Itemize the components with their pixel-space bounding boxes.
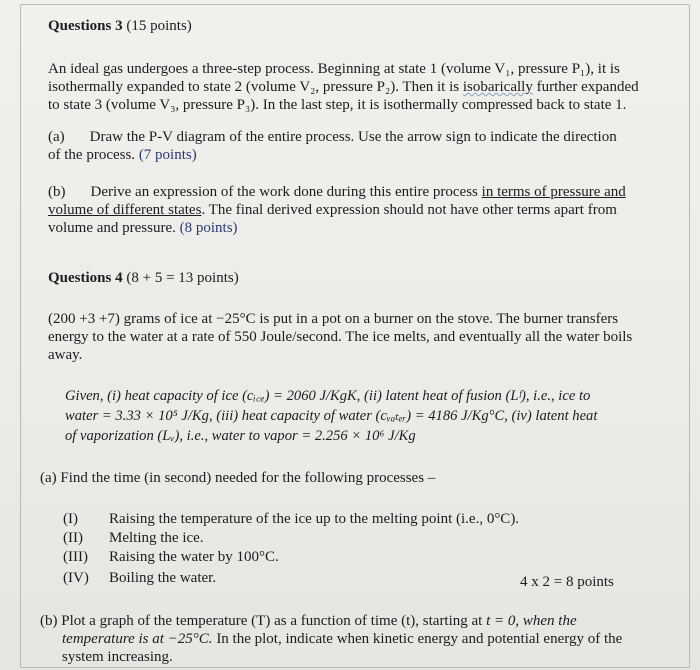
- q3-intro-line-2b: further expanded: [532, 79, 639, 95]
- q3-part-b-line-1: [48, 183, 626, 202]
- q4-item-text-1: Raising the temperature of the ice up to the melting point (i.e., 0°C).: [109, 511, 520, 527]
- q4-part-b-text-1: (b) Plot a graph of the temperature (T) as a function of time (t), starting at: [40, 613, 487, 629]
- q4-item-text-3: Raising the water by 100°C.: [109, 549, 279, 565]
- q4-part-b-italic-2: temperature is at −25°C.: [62, 631, 213, 647]
- q3-part-a-label: (a): [48, 129, 65, 145]
- q3-part-a-text-2: of the process.: [48, 147, 136, 163]
- q3-part-a-points: (7 points): [138, 147, 197, 163]
- q3-part-b-line-2: [48, 201, 617, 220]
- q4-item-num-2: (II): [63, 530, 83, 546]
- q4-heading-title: Questions 4: [48, 270, 123, 286]
- q3-part-b-underlined-2: volume of different states: [48, 202, 202, 218]
- q3-part-b-text-1: Derive an expression of the work done during this entire process: [90, 184, 482, 200]
- q3-part-b-points: (8 points): [179, 220, 238, 236]
- q4-item-text-2: Melting the ice.: [109, 530, 204, 546]
- q4-part-b-text-2: In the plot, indicate when kinetic energy and potential energy of the: [212, 631, 623, 647]
- q4-item-num-1: (I): [63, 511, 78, 527]
- q3-intro-line-1: An ideal gas undergoes a three-step process. Beginning at state 1 (volume V₁, pressure P₁), it is: [48, 61, 620, 77]
- q4-heading: [48, 269, 239, 288]
- q4-item-text-4: Boiling the water.: [109, 570, 217, 586]
- q3-intro-isobarically: isobarically: [462, 79, 533, 95]
- q4-item-num-3: (III): [63, 549, 88, 565]
- q4-item-num-4: (IV): [63, 570, 89, 586]
- q4-part-b-line-1: [40, 612, 577, 631]
- q4-part-b-italic-1: t = 0, when the: [486, 613, 577, 629]
- q3-part-b-text-2: . The final derived expression should not have other terms apart from: [201, 202, 617, 218]
- q4-part-b-line-2: [62, 630, 622, 649]
- q3-heading-points: (15 points): [122, 18, 192, 34]
- q3-part-b-text-3: volume and pressure.: [48, 220, 176, 236]
- q4-given-line-2: water = 3.33 × 10⁵ J/Kg, (iii) heat capacity of water (cᵥₐₜₑᵣ) = 4186 J/Kg°C, (iv) latent heat: [65, 408, 598, 424]
- q4-intro-line-3: away.: [48, 347, 83, 363]
- q3-part-b-label: (b): [48, 184, 66, 200]
- q4-heading-points: (8 + 5 = 13 points): [122, 270, 239, 286]
- q4-part-a-points: 4 x 2 = 8 points: [520, 574, 614, 590]
- q4-part-b-line-3: system increasing.: [62, 649, 173, 665]
- q3-intro-line-2: [48, 78, 639, 97]
- q4-intro-line-1: (200 +3 +7) grams of ice at −25°C is put in a pot on a burner on the stove. The burner transfers: [48, 311, 619, 327]
- q3-part-b-underlined-1: in terms of pressure and: [481, 184, 626, 200]
- q4-intro-line-2: energy to the water at a rate of 550 Joule/second. The ice melts, and eventually all the water boils: [48, 329, 633, 345]
- q3-part-a-line-1: [48, 128, 617, 147]
- q3-heading-title: Questions 3: [48, 18, 123, 34]
- q4-part-a-text: (a) Find the time (in second) needed for the following processes –: [40, 470, 436, 486]
- q4-given-line-3: of vaporization (Lᵥ), i.e., water to vapor = 2.256 × 10⁶ J/Kg: [65, 428, 416, 444]
- q3-part-a-line-2: [48, 146, 197, 165]
- q3-intro-line-3: to state 3 (volume V₃, pressure P₃). In the last step, it is isothermally compressed back to state 1.: [48, 97, 627, 113]
- q3-heading: [48, 17, 192, 36]
- q3-part-a-text-1: Draw the P-V diagram of the entire process. Use the arrow sign to indicate the direction: [89, 129, 617, 145]
- q4-given-line-1: Given, (i) heat capacity of ice (cᵢ꜀ₑ) = 2060 J/KgK, (ii) latent heat of fusion (Lᶠ), i.e., ice to: [65, 388, 591, 404]
- q3-part-b-line-3: [48, 219, 238, 238]
- q3-intro-line-2a: isothermally expanded to state 2 (volume V₂, pressure P₂). Then it is: [48, 79, 463, 95]
